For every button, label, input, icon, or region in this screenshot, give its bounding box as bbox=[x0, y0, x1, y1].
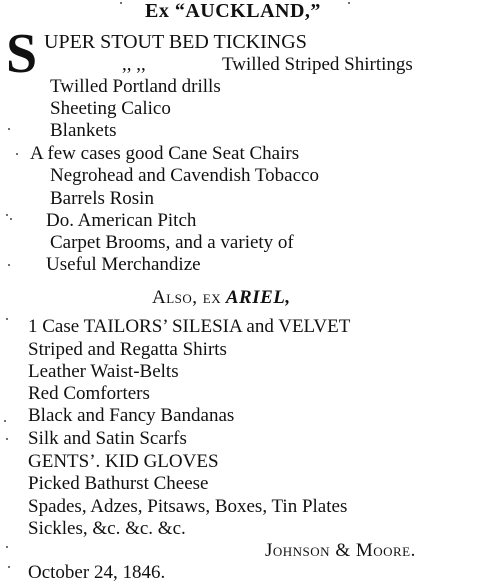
print-speck bbox=[16, 153, 18, 155]
print-speck bbox=[120, 2, 122, 4]
list-item: Useful Merchandize bbox=[46, 254, 201, 275]
list-item: Negrohead and Cavendish Tobacco bbox=[50, 165, 319, 186]
item-twilled-striped: Twilled Striped Shirtings bbox=[222, 54, 413, 75]
print-speck bbox=[10, 218, 12, 220]
list-item: Sheeting Calico bbox=[50, 98, 171, 119]
list-item: Blankets bbox=[50, 120, 117, 141]
print-speck bbox=[8, 128, 10, 130]
list-item: A few cases good Cane Seat Chairs bbox=[30, 143, 300, 164]
lead-line: UPER STOUT BED TICKINGS bbox=[44, 31, 307, 53]
list-item: Picked Bathurst Cheese bbox=[28, 473, 209, 494]
date-line: October 24, 1846. bbox=[28, 562, 166, 583]
print-speck bbox=[6, 546, 8, 548]
also-prefix: Also, ex bbox=[152, 287, 222, 308]
print-speck bbox=[4, 420, 6, 422]
list-item: GENTS’. KID GLOVES bbox=[28, 451, 219, 472]
list-item: Sickles, &c. &c. &c. bbox=[28, 518, 186, 539]
print-speck bbox=[6, 318, 8, 320]
print-speck bbox=[348, 2, 350, 4]
ditto-marks: ,, ,, bbox=[122, 54, 146, 75]
print-speck bbox=[6, 438, 8, 440]
list-item: Silk and Satin Scarfs bbox=[28, 428, 187, 449]
ship-name: ARIEL, bbox=[225, 287, 291, 308]
list-item: Striped and Regatta Shirts bbox=[28, 339, 227, 360]
list-item: Barrels Rosin bbox=[50, 188, 154, 209]
list-item: Red Comforters bbox=[28, 383, 150, 404]
list-item: 1 Case TAILORS’ SILESIA and VELVET bbox=[28, 316, 351, 337]
list-item: Carpet Brooms, and a variety of bbox=[50, 232, 294, 253]
drop-cap: S bbox=[6, 23, 38, 85]
heading: Ex “AUCKLAND,” bbox=[145, 0, 321, 22]
signature: Johnson & Moore. bbox=[265, 540, 416, 561]
print-speck bbox=[6, 214, 8, 216]
list-item: Leather Waist-Belts bbox=[28, 361, 179, 382]
list-item: Twilled Portland drills bbox=[50, 76, 221, 97]
list-item: Spades, Adzes, Pitsaws, Boxes, Tin Plates bbox=[28, 496, 348, 517]
list-item: Do. American Pitch bbox=[46, 210, 197, 231]
print-speck bbox=[8, 264, 10, 266]
list-item: Black and Fancy Bandanas bbox=[28, 405, 235, 426]
also-line bbox=[152, 287, 291, 309]
print-speck bbox=[8, 566, 10, 568]
